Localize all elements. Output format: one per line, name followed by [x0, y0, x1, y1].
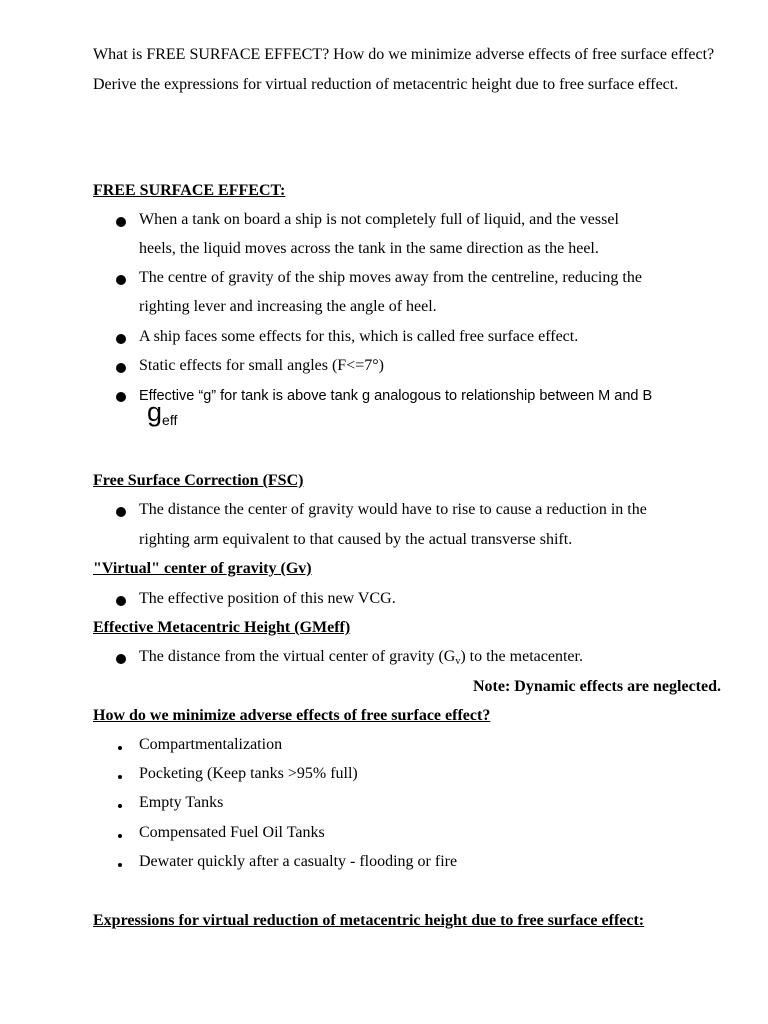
minimize-item: Pocketing (Keep tanks >95% full)	[139, 765, 358, 782]
bullet-icon	[116, 217, 126, 227]
fsc-bullet-line-1: The distance the center of gravity would have to rise to cause a reduction in the	[139, 501, 647, 518]
minimize-item: Dewater quickly after a casualty - flooding or fire	[139, 853, 458, 870]
bullet-icon	[118, 746, 122, 750]
bullet-icon	[116, 654, 126, 664]
bullet-icon	[116, 507, 126, 517]
intro-question: What is FREE SURFACE EFFECT? How do we minimize adverse effects of free surface effect? Derive the expressions for virtual reduction of metacentric height due to free surface effect.	[93, 46, 715, 93]
heading-minimize-adverse-effects: How do we minimize adverse effects of free surface effect?	[93, 707, 491, 724]
heading-effective-metacentric-height: Effective Metacentric Height (GMeff)	[93, 619, 351, 636]
fse-bullet-2-line-1: The centre of gravity of the ship moves away from the centreline, reducing the	[139, 269, 642, 286]
fse-bullet-effective-g: Effective “g” for tank is above tank g analogous to relationship between M and B	[139, 388, 653, 404]
bullet-icon	[116, 596, 126, 606]
gv-bullet: The effective position of this new VCG.	[139, 590, 396, 607]
fse-bullet-2-line-2: righting lever and increasing the angle of heel.	[139, 298, 437, 315]
heading-free-surface-effect: FREE SURFACE EFFECT:	[93, 182, 286, 199]
heading-virtual-center-of-gravity: "Virtual" center of gravity (Gv)	[93, 560, 312, 577]
fse-bullet-1-line-2: heels, the liquid moves across the tank in the same direction as the heel.	[139, 240, 599, 257]
bullet-icon	[116, 363, 126, 373]
heading-free-surface-correction: Free Surface Correction (FSC)	[93, 472, 304, 489]
minimize-item: Compensated Fuel Oil Tanks	[139, 824, 325, 841]
bullet-icon	[118, 863, 122, 867]
fsc-bullet-line-2: righting arm equivalent to that caused by the actual transverse shift.	[139, 531, 573, 548]
bullet-icon	[116, 275, 126, 285]
fse-bullet-3: A ship faces some effects for this, which is called free surface effect.	[139, 328, 579, 345]
note-dynamic-effects: Note: Dynamic effects are neglected.	[472, 678, 721, 695]
bullet-icon	[116, 334, 126, 344]
fse-bullet-4: Static effects for small angles (F<=7°)	[139, 357, 384, 374]
fse-bullet-1-line-1: When a tank on board a ship is not completely full of liquid, and the vessel	[139, 211, 619, 228]
bullet-icon	[116, 392, 126, 402]
heading-expressions: Expressions for virtual reduction of metacentric height due to free surface effect:	[93, 912, 645, 929]
bullet-icon	[118, 775, 122, 779]
gmeff-bullet: The distance from the virtual center of gravity $(G_v)$ to the metacenter.	[139, 648, 583, 667]
minimize-item: Empty Tanks	[139, 794, 224, 811]
bullet-icon	[118, 804, 122, 808]
bullet-icon	[118, 834, 122, 838]
geff-symbol: $g_{eff}$	[147, 397, 178, 428]
minimize-item: Compartmentalization	[139, 736, 283, 753]
